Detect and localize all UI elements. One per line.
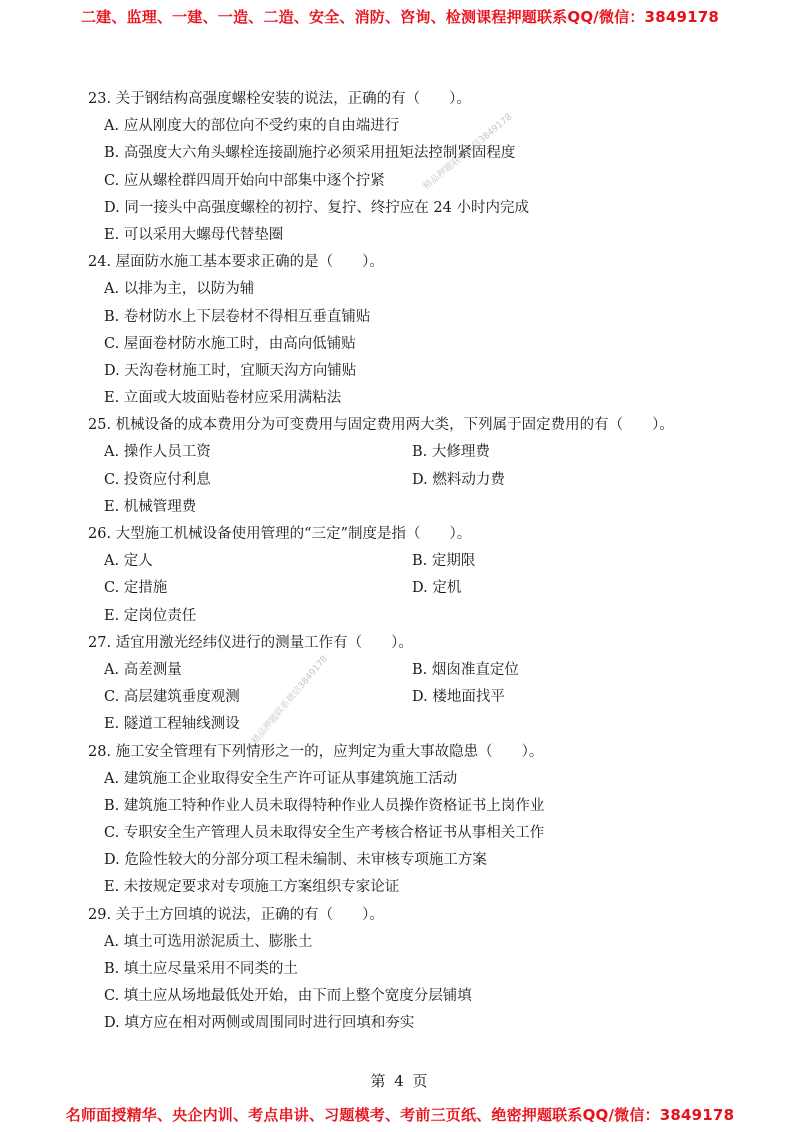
option-row	[88, 439, 728, 466]
option-row	[88, 467, 728, 494]
option-a: A. 以排为主，以防为辅	[104, 281, 255, 298]
question-stem: 23. 关于钢结构高强度螺栓安装的说法，正确的有（ ）。	[88, 91, 471, 107]
option-b: B. 大修理费	[412, 444, 490, 461]
option-row	[88, 684, 728, 711]
option-a: A. 操作人员工资	[104, 444, 211, 461]
question-list	[88, 86, 728, 1038]
question-29	[88, 902, 728, 1038]
option-row	[88, 548, 728, 575]
question-stem: 24. 屋面防水施工基本要求正确的是（ ）。	[88, 254, 384, 271]
option-c: C. 定措施	[104, 580, 168, 597]
option-a: A. 应从刚度大的部位向不受约束的自由端进行	[104, 118, 400, 135]
option-row	[88, 657, 728, 684]
question-26	[88, 521, 728, 630]
watermark-text: 精品押题联系微信3849178	[421, 112, 515, 192]
option-d: D. 同一接头中高强度螺栓的初拧、复拧、终拧应在 24 小时内完成	[104, 199, 529, 216]
option-b: B. 高强度大六角头螺栓连接副施拧必须采用扭矩法控制紧固程度	[104, 145, 516, 162]
option-c: C. 专职安全生产管理人员未取得安全生产考核合格证书从事相关工作	[104, 825, 545, 842]
option-row	[88, 575, 728, 602]
option-e: E. 隧道工程轴线测设	[104, 716, 240, 733]
bottom-banner: 名师面授精华、央企内训、考点串讲、习题模考、考前三页纸、绝密押题联系QQ/微信：3849178	[65, 1106, 735, 1124]
question-stem: 29. 关于土方回填的说法，正确的有（ ）。	[88, 906, 384, 923]
option-d: D. 楼地面找平	[412, 689, 505, 706]
option-c: C. 应从螺栓群四周开始向中部集中逐个拧紧	[104, 172, 385, 189]
question-stem: 27. 适宜用激光经纬仪进行的测量工作有（ ）。	[88, 634, 413, 651]
option-e: E. 可以采用大螺母代替垫圈	[104, 226, 284, 243]
question-28	[88, 739, 728, 902]
option-c: C. 高层建筑垂度观测	[104, 689, 240, 706]
option-a: A. 高差测量	[104, 661, 182, 678]
question-24	[88, 249, 728, 412]
option-e: E. 未按规定要求对专项施工方案组织专家论证	[104, 879, 400, 896]
question-27	[88, 630, 728, 739]
option-b: B. 定期限	[412, 553, 476, 570]
option-b: B. 卷材防水上下层卷材不得相互垂直铺贴	[104, 308, 371, 325]
option-e: E. 定岗位责任	[104, 607, 197, 624]
option-b: B. 烟囱准直定位	[412, 661, 519, 678]
option-c: C. 投资应付利息	[104, 471, 211, 488]
option-c: C. 屋面卷材防水施工时，由高向低铺贴	[104, 335, 356, 352]
option-a: A. 填土可选用淤泥质土、膨胀土	[104, 933, 313, 950]
option-d: D. 天沟卷材施工时，宜顺天沟方向铺贴	[104, 362, 357, 379]
option-d: D. 定机	[412, 580, 462, 597]
top-banner: 二建、监理、一建、一造、二造、安全、消防、咨询、检测课程押题联系QQ/微信：3849178	[80, 8, 720, 26]
option-b: B. 建筑施工特种作业人员未取得特种作业人员操作资格证书上岗作业	[104, 797, 545, 814]
option-d: D. 危险性较大的分部分项工程未编制、未审核专项施工方案	[104, 852, 487, 869]
option-e: E. 机械管理费	[104, 498, 197, 515]
option-c: C. 填土应从场地最低处开始，由下而上整个宽度分层铺填	[104, 988, 472, 1005]
page-number: 第 4 页	[370, 1072, 430, 1090]
question-stem: 25. 机械设备的成本费用分为可变费用与固定费用两大类，下列属于固定费用的有（ ）。	[88, 417, 674, 434]
option-a: A. 建筑施工企业取得安全生产许可证从事建筑施工活动	[104, 770, 458, 787]
question-stem: 26. 大型施工机械设备使用管理的“三定”制度是指（ ）。	[88, 526, 472, 542]
option-b: B. 填土应尽量采用不同类的土	[104, 961, 298, 977]
option-a: A. 定人	[104, 553, 153, 570]
option-d: D. 填方应在相对两侧或周围同时进行回填和夯实	[104, 1015, 415, 1032]
option-e: E. 立面或大坡面贴卷材应采用满粘法	[104, 390, 342, 407]
watermark-text: 精品押题联系微信3849178	[250, 654, 331, 747]
question-25	[88, 412, 728, 521]
option-d: D. 燃料动力费	[412, 471, 505, 488]
question-23	[88, 86, 728, 249]
question-stem: 28. 施工安全管理有下列情形之一的，应判定为重大事故隐患（ ）。	[88, 743, 544, 760]
